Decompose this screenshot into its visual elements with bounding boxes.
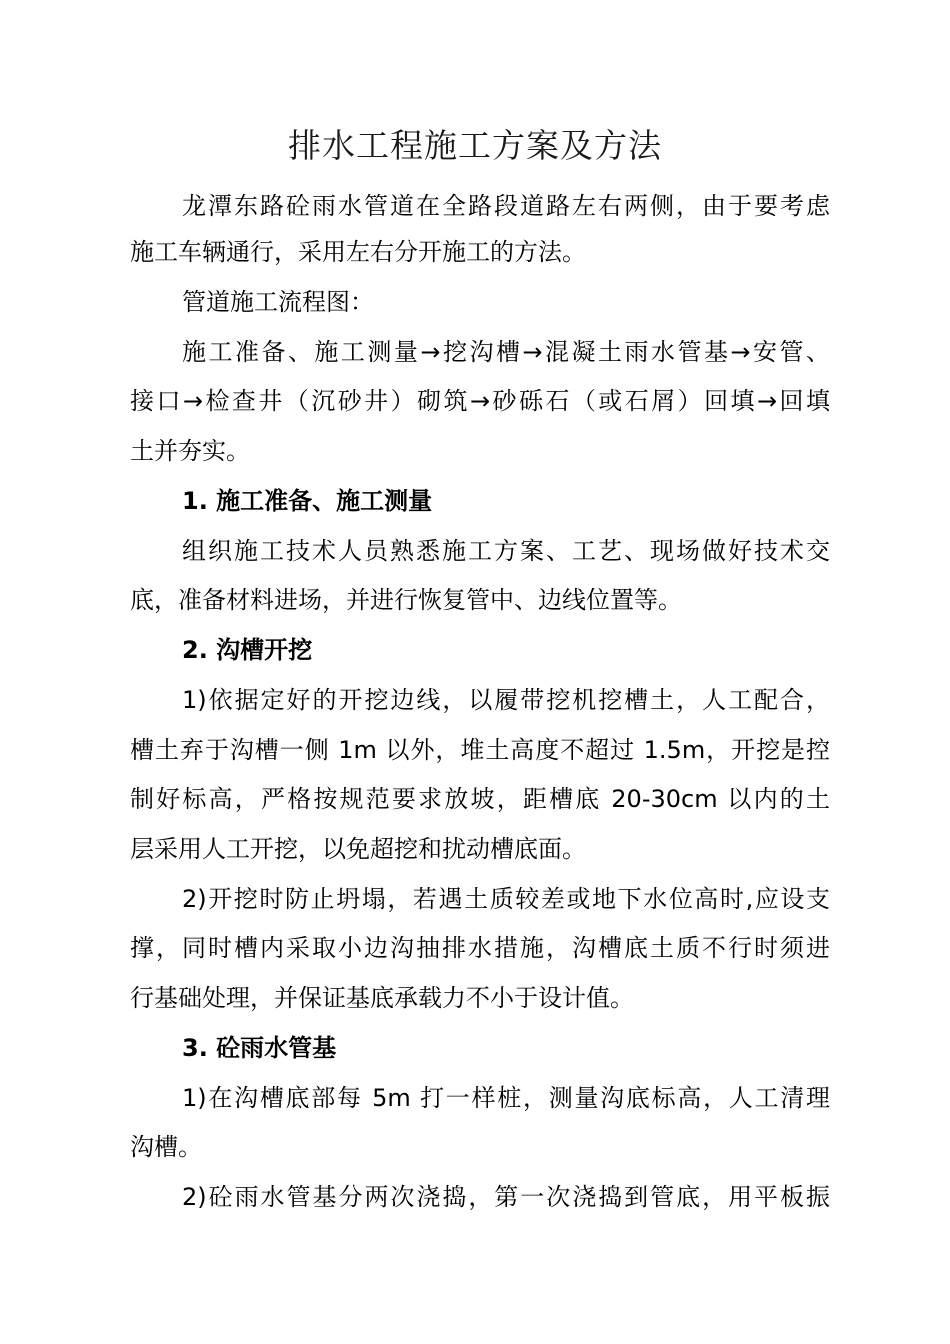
paragraph-line: 组织施工技术人员熟悉施工方案、工艺、现场做好技术交: [182, 537, 830, 565]
paragraph-line: 土并夯实。: [130, 437, 250, 465]
paragraph-line: 层采用人工开挖，以免超挖和扰动槽底面。: [130, 835, 586, 863]
paragraph-line: 施工准备、施工测量→挖沟槽→混凝土雨水管基→安管、: [182, 338, 830, 366]
document-title: 排水工程施工方案及方法: [288, 126, 662, 165]
paragraph-line: 槽土弃于沟槽一侧 1m 以外，堆土高度不超过 1.5m，开挖是控: [130, 736, 830, 764]
paragraph-line: 接口→检查井（沉砂井）砌筑→砂砾石（或石屑）回填→回填: [130, 387, 830, 415]
paragraph-line: 2)砼雨水管基分两次浇捣，第一次浇捣到管底，用平板振: [182, 1183, 830, 1211]
paragraph-line: 行基础处理，并保证基底承载力不小于设计值。: [130, 984, 634, 1012]
paragraph-line: 制好标高，严格按规范要求放坡，距槽底 20-30cm 以内的土: [130, 785, 830, 813]
paragraph-line: 撑，同时槽内采取小边沟抽排水措施，沟槽底土质不行时须进: [130, 934, 830, 962]
paragraph-line: 沟槽。: [130, 1133, 202, 1161]
paragraph-line: 1)依据定好的开挖边线，以履带挖机挖槽土，人工配合，: [182, 686, 830, 714]
paragraph-line: 2)开挖时防止坍塌，若遇土质较差或地下水位高时,应设支: [182, 885, 830, 913]
paragraph-line: 底，准备材料进场，并进行恢复管中、边线位置等。: [130, 586, 682, 614]
section-heading: 2. 沟槽开挖: [182, 636, 313, 664]
paragraph-line: 管道施工流程图：: [182, 288, 374, 316]
paragraph-line: 施工车辆通行，采用左右分开施工的方法。: [130, 238, 586, 266]
paragraph-line: 龙潭东路砼雨水管道在全路段道路左右两侧，由于要考虑: [182, 192, 830, 220]
section-heading: 1. 施工准备、施工测量: [182, 487, 433, 515]
paragraph-line: 1)在沟槽底部每 5m 打一样桩，测量沟底标高，人工清理: [182, 1084, 830, 1112]
section-heading: 3. 砼雨水管基: [182, 1034, 337, 1062]
